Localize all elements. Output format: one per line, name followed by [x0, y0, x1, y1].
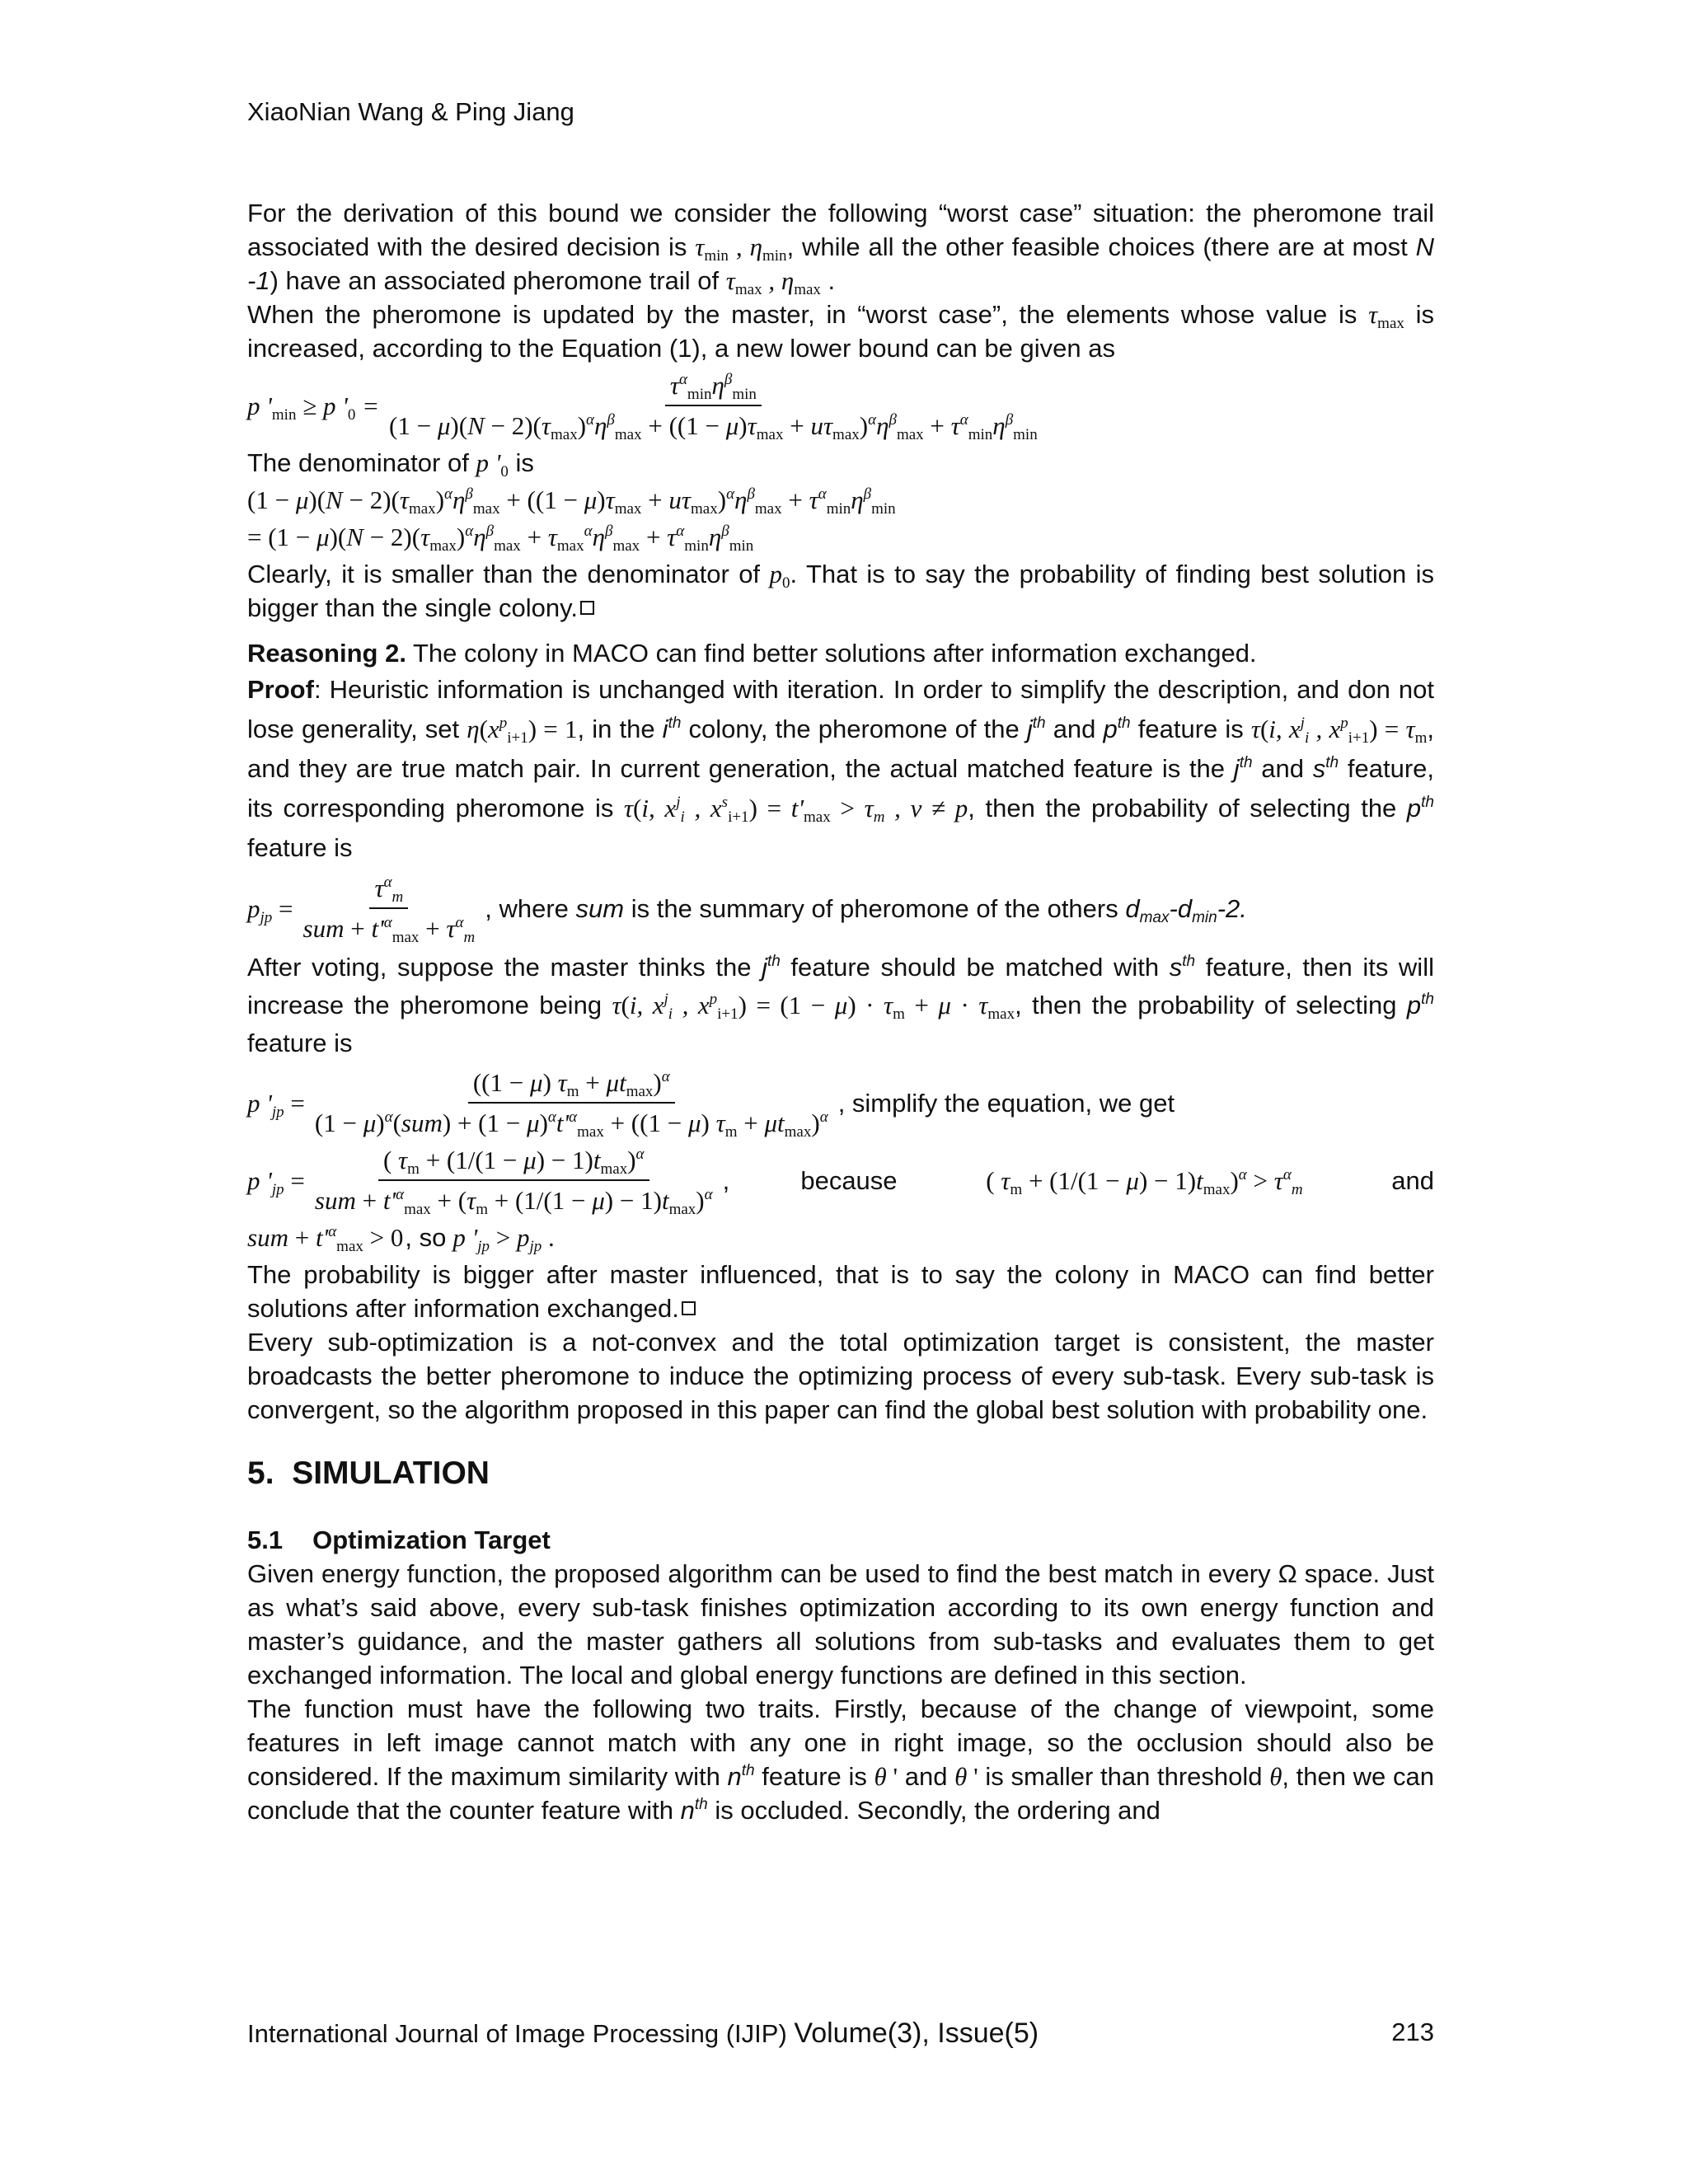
paragraph-master-update: When the pheromone is updated by the master, in “worst case”, the elements whose value is $\tau_{max}$ is increased, according to the Equation (1), a new lower bound can be given as: [247, 300, 1434, 363]
equation-conclusion: sum + $t'^\alpha_{max} > 0$ , so p '$_{jp} > p_{jp}$ .: [247, 1223, 555, 1255]
section-heading: 5. SIMULATION: [247, 1455, 490, 1491]
running-header: XiaoNian Wang & Ping Jiang: [247, 97, 574, 126]
equation-pjp-simplified: p '$_{jp}$ = $\frac{( \tau_m + (1/(1 - \mu) - 1)t_{max})^\alpha}{sum + t'^\alpha_{max} + (\tau_m + (1/(1 - \mu) - 1)t_{max})^\alpha}$ , because ( $\tau_m + (1/(1 - \mu) - 1)t_{max})^\alpha > \tau^\alpha_m$ and: [247, 1143, 1434, 1217]
page-footer: [247, 2018, 1434, 2050]
page-number: 213: [1391, 2018, 1434, 2046]
paragraph-traits: The function must have the following two traits. Firstly, because of the change of viewpoint, some features in left image cannot match with any one in right image, so the occlusion should also be considered. If the maximum similarity with $n^{th}$ feature is θ ' and θ ' is smaller than threshold θ, then we can conclude that the counter feature with $n^{th}$ is occluded. Secondly, the ordering and: [247, 1694, 1434, 1825]
equation-lower-bound: p '$_{min} \ge p$ '$_0$ = $\tau^\alpha_{min}\eta^\beta_{min}$ $(1 - \mu)(N - 2)(\tau_{max})^\alpha\eta^\beta_{max} + ((1 - \mu)\tau_{max} + u\tau_{max})^\alpha\eta^\beta_{max} + \tau^\alpha_{min}\eta^\beta_{min}$: [247, 368, 1434, 443]
paragraph-worst-case: For the derivation of this bound we consider the following “worst case” situation: the pheromone trail associated with the desired decision is $\tau_{min}$ , $\eta_{min}$, while all the other feasible choices (there are at most N -1) have an associated pheromone trail of $\tau_{max}$ , $\eta_{max}$ .: [247, 199, 1434, 298]
math-inline: $\tau_{min}$ , $\eta_{min}$: [695, 232, 787, 265]
journal-name: International Journal of Image Processing (IJIP): [247, 2019, 787, 2048]
paragraph-conclusion-1: Clearly, it is smaller than the denominator of $p_0$. That is to say the probability of finding best solution is bigger than the single colony.: [247, 560, 1434, 622]
equation-denominator-1: $(1 - \mu)(N - 2)(\tau_{max})^\alpha\eta^\beta_{max} + ((1 - \mu)\tau_{max} + u\tau_{max})^\alpha\eta^\beta_{max} + \tau^\alpha_{min}\eta^\beta_{min}$: [247, 485, 896, 518]
qed-icon: [682, 1301, 696, 1315]
paragraph-energy-function: Given energy function, the proposed algorithm can be used to find the best match in every Ω space. Just as what’s said above, every sub-task finishes optimization according to its own energy function and master’s guidance, and the master gathers all solutions from sub-tasks and evaluates them to get exchanged information. The local and global energy functions are defined in this section.: [247, 1559, 1434, 1690]
paragraph-sub-optimization: Every sub-optimization is a not-convex and the total optimization target is consistent, the master broadcasts the better pheromone to induce the optimizing process of every sub-task. Every sub-task is convergent, so the algorithm proposed in this paper can find the global best solution with probability one.: [247, 1328, 1434, 1424]
paragraph-probability: The probability is bigger after master influenced, that is to say the colony in MACO can find better solutions after information exchanged.: [247, 1260, 1434, 1323]
subsection-heading: 5.1 Optimization Target: [247, 1526, 551, 1554]
page-body: [247, 196, 1434, 1827]
paragraph-voting: After voting, suppose the master thinks the $j^{th}$ feature should be matched with $s^{th}$ feature, then its will increase the pheromone being τ(i, $x^j_i$ , $x^p_{i+1}) = (1 - \mu) \cdot \tau_m + \mu \cdot \tau_{max}$, then the probability of selecting $p^{th}$ feature is: [247, 953, 1434, 1057]
math-inline: $\tau_{max}$: [1368, 300, 1404, 332]
paragraph-reasoning-2: Reasoning 2. The colony in MACO can find better solutions after information exchanged.: [247, 639, 1257, 668]
math-inline: $\tau_{max}$ , $\eta_{max}$: [725, 266, 821, 298]
qed-icon: [580, 601, 594, 615]
equation-pjp: $p_{jp}$ = $\frac{\tau^\alpha_m}{sum + t'^\alpha_{max} + \tau^\alpha_m}$ , where sum is the summary of pheromone of the others $d_{max}-d_{min}-2$.: [247, 871, 1434, 945]
paragraph-proof: Proof: Heuristic information is unchanged with iteration. In order to simplify the description, and don not lose generality, set $\eta(x^p_{i+1}) = 1$, in the $i^{th}$ colony, the pheromone of the $j^{th}$ and $p^{th}$ feature is τ(i, $x^j_i$ , $x^p_{i+1}) = \tau_m$, and they are true match pair. In current generation, the actual matched feature is the $j^{th}$ and $s^{th}$ feature, its corresponding pheromone is τ(i, $x^j_i$ , $x^s_{i+1}) = t'_{max} > \tau_m$ , v ≠ p, then the probability of selecting the $p^{th}$ feature is: [247, 675, 1435, 862]
equation-pjp-prime: p '$_{jp}$ = $\frac{((1 - \mu) \tau_m + \mu t_{max})^\alpha}{(1 - \mu)^\alpha(sum) + (1 - \mu)^\alpha t'^\alpha_{max} + ((1 - \mu) \tau_m + \mu t_{max})^\alpha}$ , simplify the equation, we get: [247, 1066, 1434, 1140]
paragraph-denominator: The denominator of p '$_0$ is: [247, 448, 534, 480]
journal-volume: Volume(3), Issue(5): [794, 2018, 1039, 2049]
equation-denominator-2: = $(1 - \mu)(N - 2)(\tau_{max})^\alpha\eta^\beta_{max} + \tau_{max}^\alpha\eta^\beta_{max} + \tau^\alpha_{min}\eta^\beta_{min}$: [247, 523, 754, 555]
